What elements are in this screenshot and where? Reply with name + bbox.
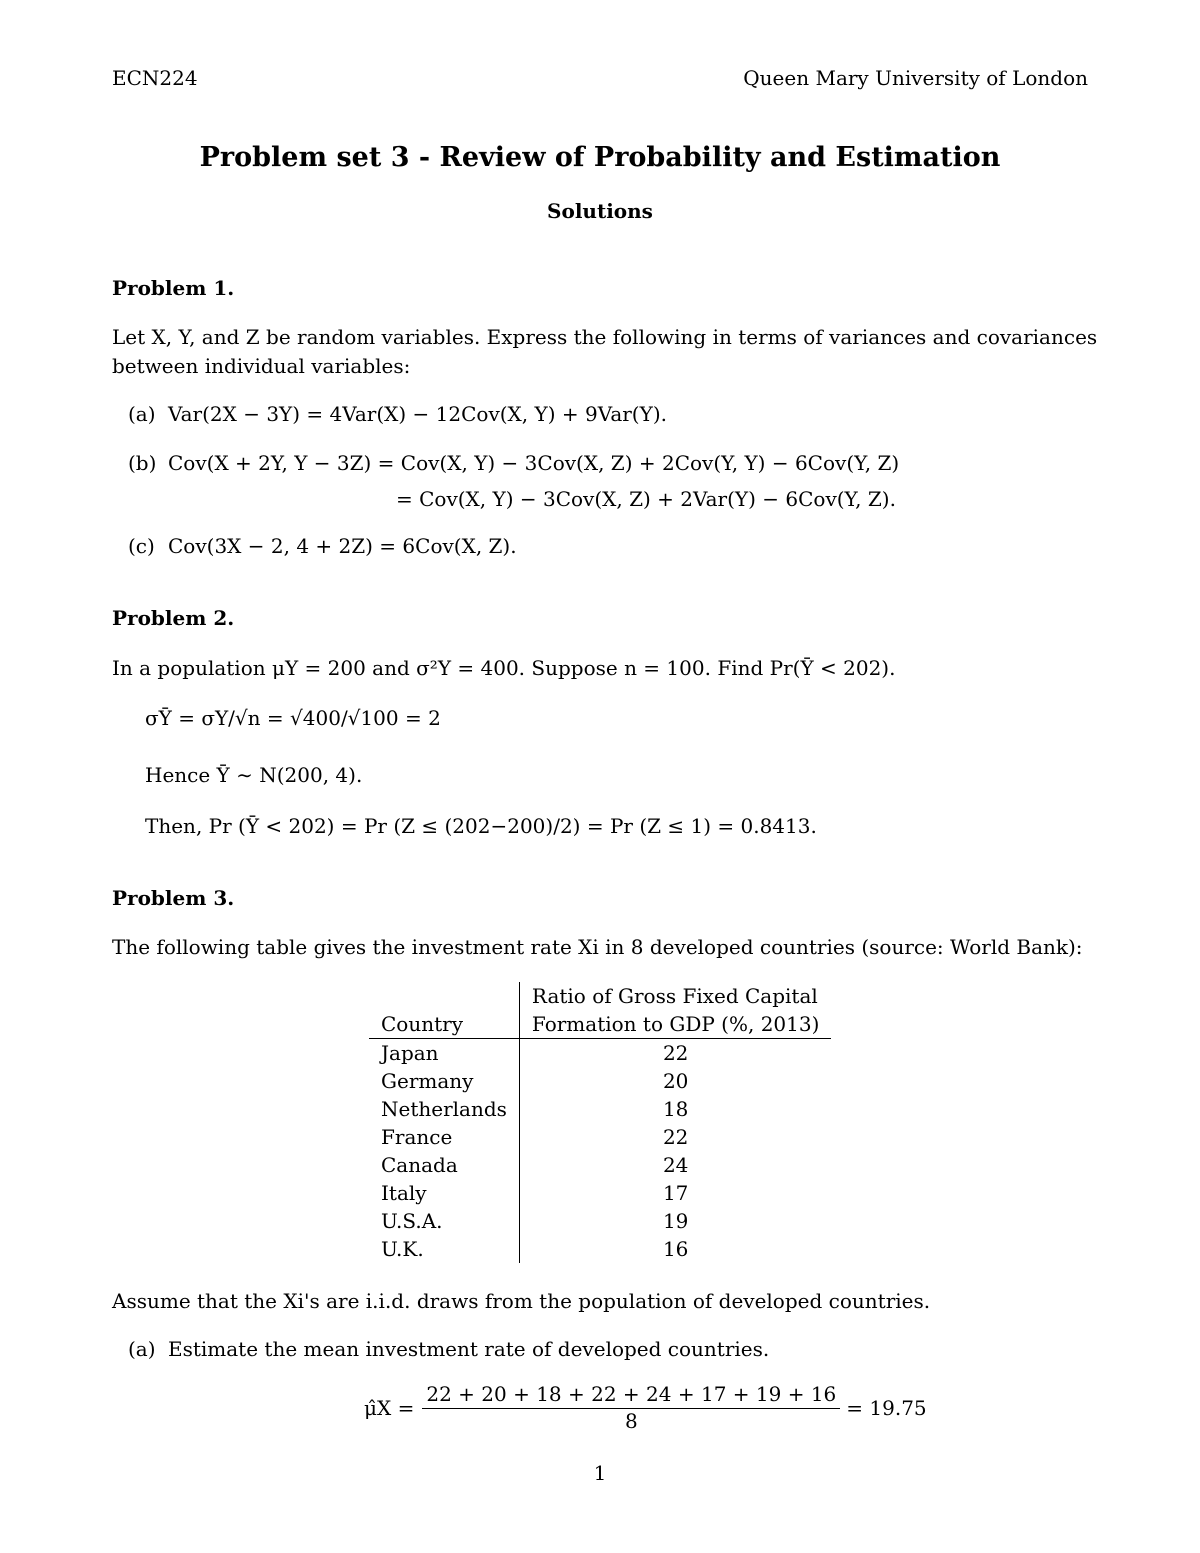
investment-rate-table: [369, 982, 831, 1263]
problem-3a-label: (a): [128, 1337, 156, 1361]
table-row: [369, 1123, 831, 1151]
country-cell: U.K.: [369, 1235, 519, 1263]
ratio-cell: 17: [662, 1181, 689, 1205]
table-row: [369, 1095, 831, 1123]
mean-estimate-equation: [364, 1382, 927, 1433]
ratio-cell: 22: [662, 1125, 689, 1149]
ratio-header-line-2: Formation to GDP (%, 2013): [531, 1012, 820, 1036]
ratio-cell: 18: [662, 1097, 689, 1121]
table-row: [369, 1179, 831, 1207]
problem-1-intro-line-2: between individual variables:: [112, 354, 411, 378]
page-title: Problem set 3 - Review of Probability and Estimation: [199, 142, 1001, 173]
mean-estimate-rhs: = 19.75: [846, 1395, 927, 1420]
problem-1c-label: (c): [128, 534, 155, 558]
problem-3-heading: Problem 3.: [112, 886, 235, 910]
problem-1b-label: (b): [128, 451, 157, 475]
country-column-header: Country: [369, 982, 519, 1039]
ratio-column-header: [519, 982, 831, 1039]
table-row: [369, 1067, 831, 1095]
country-cell: France: [369, 1123, 519, 1151]
hence-distribution-line: Hence Ȳ ∼ N(200, 4).: [145, 763, 363, 787]
table-row: [369, 1039, 831, 1068]
problem-3-intro: The following table gives the investment rate Xi in 8 developed countries (source: World Bank):: [112, 935, 1083, 959]
country-cell: Germany: [369, 1067, 519, 1095]
course-code: ECN224: [112, 66, 198, 90]
investment-table-wrapper: [369, 982, 831, 1263]
table-row: [369, 1207, 831, 1235]
country-cell: Netherlands: [369, 1095, 519, 1123]
problem-1c-expression: Cov(3X − 2, 4 + 2Z) = 6Cov(X, Z).: [168, 534, 517, 558]
institution-name: Queen Mary University of London: [743, 66, 1088, 90]
ratio-header-line-1: Ratio of Gross Fixed Capital: [531, 984, 818, 1008]
problem-1-intro-line-1: Let X, Y, and Z be random variables. Express the following in terms of variances and covariances: [112, 325, 1098, 349]
table-row: [369, 1235, 831, 1263]
problem-1a-expression: Var(2X − 3Y) = 4Var(X) − 12Cov(X, Y) + 9Var(Y).: [168, 402, 667, 426]
mean-estimate-numerator: 22 + 20 + 18 + 22 + 24 + 17 + 19 + 16: [422, 1382, 840, 1409]
ratio-cell: 16: [662, 1237, 689, 1261]
table-row: [369, 1151, 831, 1179]
problem-1-heading: Problem 1.: [112, 276, 235, 300]
problem-1a-label: (a): [128, 402, 156, 426]
table-body: [369, 1039, 831, 1264]
problem-2-intro: In a population μY = 200 and σ²Y = 400. Suppose n = 100. Find Pr(Ȳ < 202).: [112, 656, 896, 680]
table-header-row: [369, 982, 831, 1039]
page-number: 1: [593, 1461, 607, 1485]
sigma-ybar-formula: σȲ = σY/√n = √400/√100 = 2: [145, 706, 441, 730]
problem-2-heading: Problem 2.: [112, 606, 235, 630]
probability-result-line: Then, Pr (Ȳ < 202) = Pr (Z ≤ (202−200)/2) = Pr (Z ≤ 1) = 0.8413.: [145, 814, 817, 838]
ratio-cell: 19: [662, 1209, 689, 1233]
problem-3-assumption: Assume that the Xi's are i.i.d. draws from the population of developed countries.: [112, 1289, 931, 1313]
problem-1b-line-1: Cov(X + 2Y, Y − 3Z) = Cov(X, Y) − 3Cov(X, Z) + 2Cov(Y, Y) − 6Cov(Y, Z): [168, 451, 900, 475]
problem-1b-line-2: = Cov(X, Y) − 3Cov(X, Z) + 2Var(Y) − 6Cov(Y, Z).: [396, 487, 896, 511]
mean-estimate-lhs: μ̂X =: [364, 1395, 415, 1420]
problem-3a-text: Estimate the mean investment rate of developed countries.: [168, 1337, 770, 1361]
country-cell: Italy: [369, 1179, 519, 1207]
country-cell: U.S.A.: [369, 1207, 519, 1235]
mean-estimate-fraction: [422, 1382, 840, 1433]
country-cell: Canada: [369, 1151, 519, 1179]
ratio-cell: 24: [662, 1153, 689, 1177]
ratio-cell: 20: [662, 1069, 689, 1093]
mean-estimate-denominator: 8: [624, 1409, 638, 1433]
ratio-cell: 22: [662, 1041, 689, 1065]
page-subtitle: Solutions: [547, 199, 653, 223]
country-cell: Japan: [369, 1039, 519, 1068]
